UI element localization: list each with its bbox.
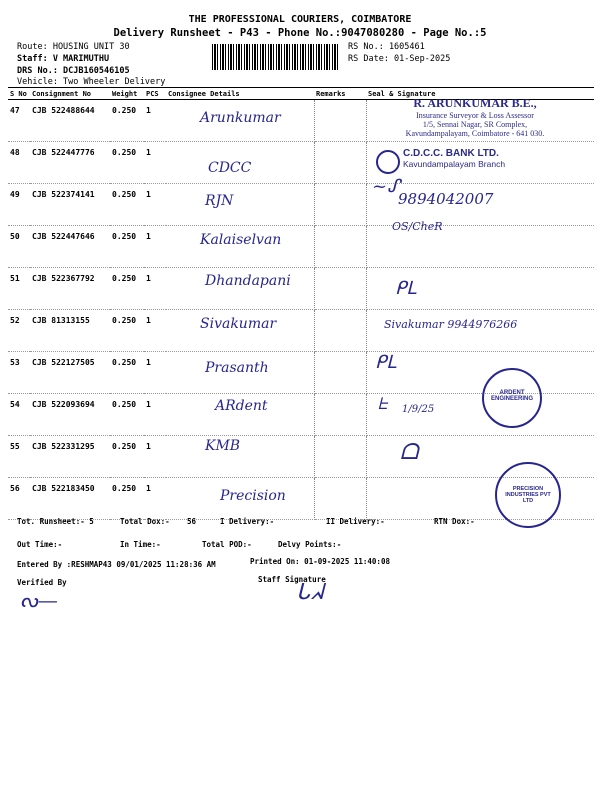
cell-pcs: 1 bbox=[144, 226, 166, 268]
total-pod-label: Total POD:- bbox=[202, 540, 252, 549]
ardent-engineering-seal: ARDENT ENGINEERING bbox=[482, 368, 542, 428]
cell-sno: 52 bbox=[8, 310, 30, 352]
entered-by: Entered By :RESHMAP43 09/01/2025 11:28:36 AM bbox=[17, 560, 216, 569]
cell-consignment: CJB 522183450 bbox=[30, 478, 110, 520]
cell-pcs: 1 bbox=[144, 478, 166, 520]
cell-consignment: CJB 522488644 bbox=[30, 100, 110, 142]
cell-weight: 0.250 bbox=[110, 352, 144, 394]
table-row bbox=[8, 226, 594, 268]
total-dox-value: 56 bbox=[187, 517, 197, 526]
route-label: Route: HOUSING UNIT 30 bbox=[17, 42, 130, 52]
staff-label: Staff: V MARIMUTHU bbox=[17, 54, 110, 64]
cell-sno: 56 bbox=[8, 478, 30, 520]
cell-pcs: 1 bbox=[144, 310, 166, 352]
col-sno: S No bbox=[8, 88, 30, 100]
verified-by-label: Verified By bbox=[17, 578, 67, 587]
cell-sno: 51 bbox=[8, 268, 30, 310]
cell-weight: 0.250 bbox=[110, 184, 144, 226]
cell-sno: 54 bbox=[8, 394, 30, 436]
tot-runsheet: Tot. Runsheet:- 5 bbox=[17, 517, 94, 526]
cell-sno: 47 bbox=[8, 100, 30, 142]
cell-sno: 49 bbox=[8, 184, 30, 226]
handwritten-consignee: Dhandapani bbox=[205, 273, 291, 289]
in-time-label: In Time:- bbox=[120, 540, 161, 549]
cell-pcs: 1 bbox=[144, 100, 166, 142]
cell-weight: 0.250 bbox=[110, 268, 144, 310]
surveyor-stamp: R. ARUNKUMAR B.E., Insurance Surveyor & Loss Assessor 1/5, Sennai Nagar, SR Complex, Kavundampalayam, Coimbatore - 641 030. bbox=[405, 96, 545, 138]
handwritten-consignee: Kalaiselvan bbox=[200, 232, 282, 248]
col-seal-signature: Seal & Signature bbox=[366, 88, 594, 100]
drs-number: DRS No.: DCJB160546105 bbox=[17, 66, 130, 76]
rs-date: RS Date: 01-Sep-2025 bbox=[348, 54, 451, 64]
col-remarks: Remarks bbox=[314, 88, 366, 100]
col-pcs: PCS bbox=[144, 88, 166, 100]
handwritten-consignee: CDCC bbox=[208, 160, 252, 176]
col-consignment: Consignment No bbox=[30, 88, 110, 100]
rtn-dox-label: RTN Dox:- bbox=[434, 517, 475, 526]
printed-on: Printed On: 01-09-2025 11:40:08 bbox=[250, 557, 390, 566]
delvy-points-label: Delvy Points:- bbox=[278, 540, 342, 549]
cell-sno: 50 bbox=[8, 226, 30, 268]
cell-consignment: CJB 81313155 bbox=[30, 310, 110, 352]
table-row bbox=[8, 268, 594, 310]
handwritten-remark: Sivakumar 9944976266 bbox=[384, 318, 518, 331]
cell-remarks bbox=[314, 394, 366, 436]
ii-delivery-label: II Delivery:- bbox=[326, 517, 385, 526]
cell-consignment: CJB 522367792 bbox=[30, 268, 110, 310]
staff-signature: ᒐᖽ bbox=[296, 580, 323, 605]
i-delivery-label: I Delivery:- bbox=[220, 517, 275, 526]
cell-seal-signature bbox=[366, 352, 594, 394]
table-row bbox=[8, 142, 594, 184]
col-consignee: Consignee Details bbox=[166, 88, 314, 100]
cell-consignment: CJB 522127505 bbox=[30, 352, 110, 394]
cell-remarks bbox=[314, 268, 366, 310]
handwritten-consignee: RJN bbox=[205, 193, 234, 209]
verifier-signature: ᔓ— bbox=[20, 588, 58, 612]
runsheet-table bbox=[8, 87, 594, 520]
handwritten-consignee: Sivakumar bbox=[200, 316, 277, 332]
bank-logo-icon bbox=[376, 150, 400, 174]
cell-consignment: CJB 522374141 bbox=[30, 184, 110, 226]
cell-remarks bbox=[314, 310, 366, 352]
barcode bbox=[212, 44, 340, 70]
cell-remarks bbox=[314, 184, 366, 226]
runsheet-title: Delivery Runsheet - P43 - Phone No.:9047080280 - Page No.:5 bbox=[113, 27, 487, 39]
company-title: THE PROFESSIONAL COURIERS, COIMBATORE bbox=[188, 14, 412, 25]
cell-weight: 0.250 bbox=[110, 478, 144, 520]
signature-mark: ᖶ bbox=[378, 394, 388, 413]
col-weight: Weight bbox=[110, 88, 144, 100]
cell-consignment: CJB 522093694 bbox=[30, 394, 110, 436]
cell-pcs: 1 bbox=[144, 184, 166, 226]
cell-pcs: 1 bbox=[144, 352, 166, 394]
out-time-label: Out Time:- bbox=[17, 540, 63, 549]
cell-pcs: 1 bbox=[144, 268, 166, 310]
cell-sno: 53 bbox=[8, 352, 30, 394]
cell-consignment: CJB 522447776 bbox=[30, 142, 110, 184]
cell-consignee bbox=[166, 184, 314, 226]
cell-weight: 0.250 bbox=[110, 100, 144, 142]
cell-weight: 0.250 bbox=[110, 310, 144, 352]
signature-mark: ᑭᒪ bbox=[375, 352, 397, 373]
cell-consignment: CJB 522331295 bbox=[30, 436, 110, 478]
cell-remarks bbox=[314, 352, 366, 394]
cell-sno: 55 bbox=[8, 436, 30, 478]
cell-weight: 0.250 bbox=[110, 226, 144, 268]
total-dox-label: Total Dox:- bbox=[120, 517, 170, 526]
cell-remarks bbox=[314, 226, 366, 268]
signature-mark: ᑭᒪ bbox=[395, 278, 417, 299]
signature-mark: ᗝ bbox=[400, 440, 419, 465]
handwritten-consignee: ARdent bbox=[215, 398, 268, 414]
vehicle-label: Vehicle: Two Wheeler Delivery bbox=[17, 77, 166, 87]
handwritten-consignee: Prasanth bbox=[205, 360, 269, 376]
handwritten-consignee: Arunkumar bbox=[200, 110, 281, 126]
cell-pcs: 1 bbox=[144, 142, 166, 184]
cell-remarks bbox=[314, 142, 366, 184]
cell-sno: 48 bbox=[8, 142, 30, 184]
bank-stamp: C.D.C.C. BANK LTD. Kavundampalayam Branch bbox=[403, 148, 506, 169]
cell-weight: 0.250 bbox=[110, 394, 144, 436]
cell-remarks bbox=[314, 100, 366, 142]
handwritten-date: 1/9/25 bbox=[402, 404, 435, 415]
cell-remarks bbox=[314, 436, 366, 478]
precision-industries-seal: PRECISION INDUSTRIES PVT LTD bbox=[495, 462, 561, 528]
table-row bbox=[8, 184, 594, 226]
signature-mark: OS/CheR bbox=[392, 220, 443, 233]
cell-weight: 0.250 bbox=[110, 142, 144, 184]
cell-remarks bbox=[314, 478, 366, 520]
signature-mark: ~ᔑ bbox=[372, 176, 400, 197]
cell-consignment: CJB 522447646 bbox=[30, 226, 110, 268]
handwritten-consignee: KMB bbox=[205, 438, 241, 454]
cell-pcs: 1 bbox=[144, 436, 166, 478]
rs-number: RS No.: 1605461 bbox=[348, 42, 425, 52]
handwritten-phone: 9894042007 bbox=[398, 190, 494, 208]
handwritten-consignee: Precision bbox=[220, 488, 286, 504]
staff-signature-label: Staff Signature bbox=[258, 575, 326, 584]
cell-pcs: 1 bbox=[144, 394, 166, 436]
cell-seal-signature bbox=[366, 394, 594, 436]
cell-weight: 0.250 bbox=[110, 436, 144, 478]
